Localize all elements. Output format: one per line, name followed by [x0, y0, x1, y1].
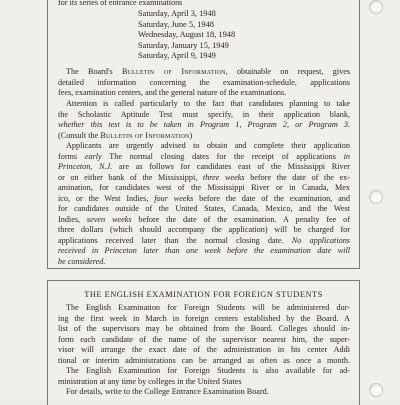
exam-date: Saturday, April 3, 1948: [138, 9, 216, 18]
binder-hole: [369, 190, 383, 204]
binder-hole: [369, 383, 383, 397]
intro-text: for its series of entrance examinations: [58, 0, 183, 7]
bulletin-paragraph: The Board's Bulletin of Information, obtainable on request, gives detailed information concerning the examination-schedule, applications fees, examination centers, and the general nature of the examinations.: [58, 67, 351, 98]
binder-hole: [369, 0, 383, 14]
exam-dates-list: [138, 9, 235, 62]
exam-date: Saturday, January 15, 1949: [138, 40, 229, 50]
section-heading: THE ENGLISH EXAMINATION FOR FOREIGN STUDENTS: [84, 290, 323, 299]
attention-paragraph: Attention is called particularly to the fact that candidates planning to take the Scholastic Aptitude Test must specify, in their application blank, whether this test is to be taken in Program 1, Program 2, or Program 3. (Consult the Bulletin of Information): [58, 99, 350, 140]
applicants-paragraph: Applicants are urgently advised to obtain and complete their application forms early The normal closing dates for the receipt of applications in Princeton, N.J. are as follows for candidates east of the Mississippi River or on either bank of the Mississippi, three weeks before the date of the ex- amination, for candidates west of the Mississippi River or in Canada, Mex ico, or the West Indies, four weeks before the date of the examination, and for candidates outside of the United States, Canada, Mexico, and the West Indies, seven weeks before the date of the examination. A penalty fee of three dollars (which should accompany the application) will be charged for applications received later than the normal closing date. No applications received in Princeton later than one week before the examination date will be considered.: [58, 141, 350, 267]
foreign-exam-paragraph: The English Examination for Foreign Students will be administered dur- ing the first week in March in foreign centers established by the Board. A list of the supervisors may be obtained from the Board. Colleges should in- form each candidate of the name of the supervisor nearest him, the super- visor will arrange the exact date of the administration in his center Addi tional or interim administrations can be arranged as often as once a month. The English Examination for Foreign Students is also available for ad- ministration at any time by colleges in the United States For details, write to the College Entrance Examination Board.: [58, 303, 350, 397]
exam-date: Wednesday, August 18, 1948: [138, 30, 236, 40]
exam-date: Saturday, June 5, 1948: [138, 19, 214, 29]
exam-date: Saturday, April 9, 1949: [138, 51, 216, 61]
